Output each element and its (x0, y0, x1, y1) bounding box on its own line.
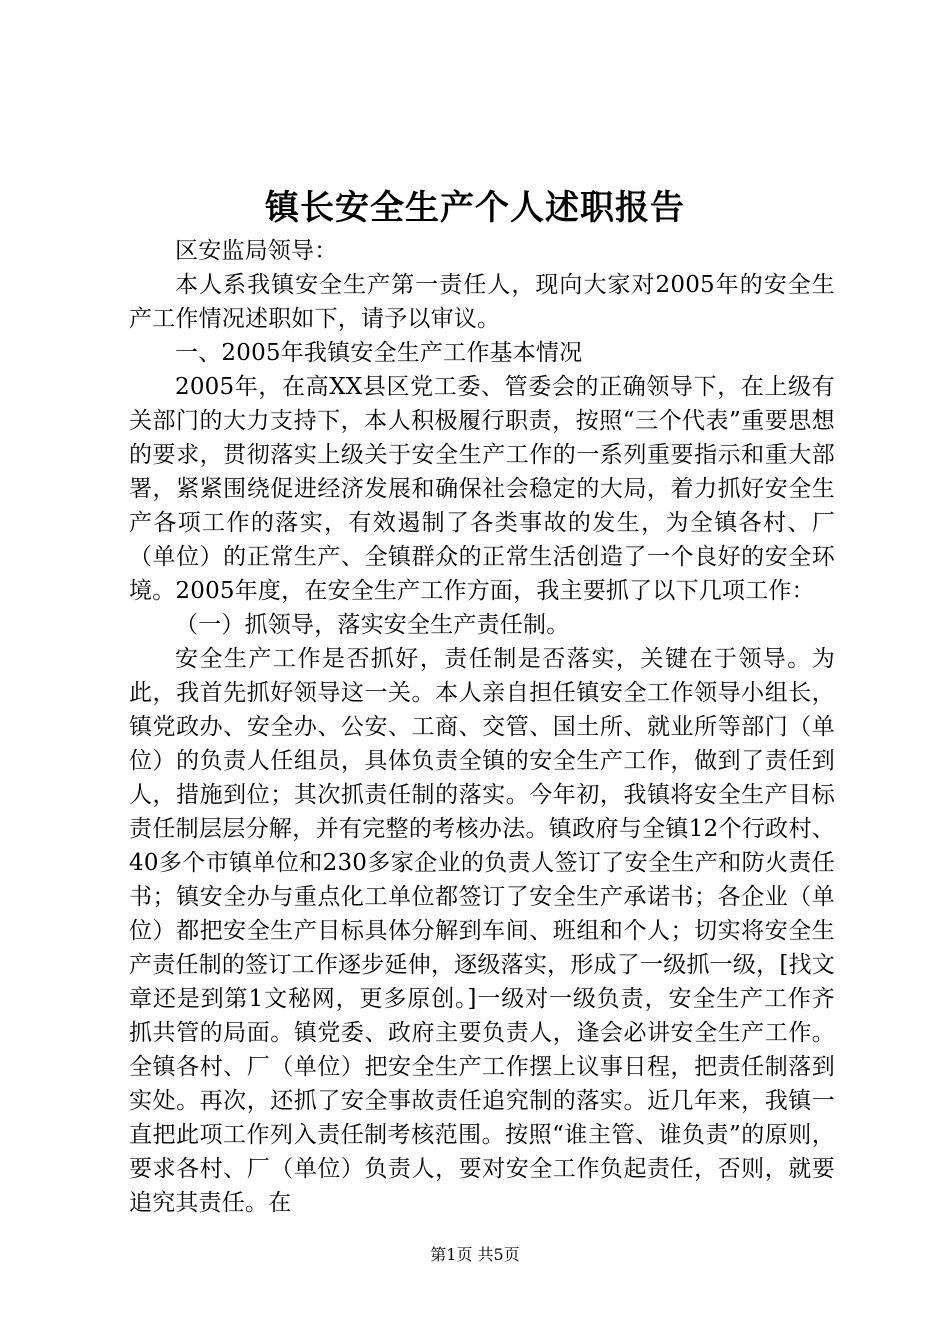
paragraph-salutation: 区安监局领导： (175, 238, 338, 264)
section-heading-1: 一、2005年我镇安全生产工作基本情况 (175, 340, 583, 366)
subsection-heading-1: （一）抓领导，落实安全生产责任制。 (175, 612, 570, 638)
paragraph-leadership: 安全生产工作是否抓好，责任制是否落实，关键在于领导。为此，我首先抓好领导这一关。本人亲自担任镇安全工作领导小组长，镇党政办、安全办、公安、工商、交管、国土所、就业所等部门（单位）的负责人任组员，具体负责全镇的安全生产工作，做到了责任到人，措施到位；其次抓责任制的落实。今年初，我镇将安全生产目标责任制层层分解，并有完整的考核办法。镇政府与全镇12个行政村、40多个市镇单位和230多家企业的负责人签订了安全生产和防火责任书；镇安全办与重点化工单位都签订了安全生产承诺书；各企业（单位）都把安全生产目标具体分解到车间、班组和个人；切实将安全生产责任制的签订工作逐步延伸，逐级落实，形成了一级抓一级，[找文章还是到第1文秘网，更多原创。]一级对一级负责，安全生产工作齐抓共管的局面。镇党委、政府主要负责人，逢会必讲安全生产工作。全镇各村、厂（单位）把安全生产工作摆上议事日程，把责任制落到实处。再次，还抓了安全事故责任追究制的落实。近几年来，我镇一直把此项工作列入责任制考核范围。按照“谁主管、谁负责”的原则，要求各村、厂（单位）负责人，要对安全工作负起责任，否则，就要追究其责任。在 (129, 646, 835, 1216)
page-number-footer: 第1页 共5页 (430, 1245, 520, 1264)
paragraph-overview: 2005年，在高XX县区党工委、管委会的正确领导下，在上级有关部门的大力支持下，本人积极履行职责，按照“三个代表”重要思想的要求，贯彻落实上级关于安全生产工作的一系列重要指示和重大部署，紧紧围绕促进经济发展和确保社会稳定的大局，着力抓好安全生产各项工作的落实，有效遏制了各类事故的发生，为全镇各村、厂（单位）的正常生产、全镇群众的正常生活创造了一个良好的安全环境。2005年度，在安全生产工作方面，我主要抓了以下几项工作： (129, 374, 835, 604)
paragraph-intro: 本人系我镇安全生产第一责任人，现向大家对2005年的安全生产工作情况述职如下，请予以审议。 (129, 272, 835, 332)
document-body (129, 234, 835, 1220)
document-title: 镇长安全生产个人述职报告 (265, 188, 685, 228)
